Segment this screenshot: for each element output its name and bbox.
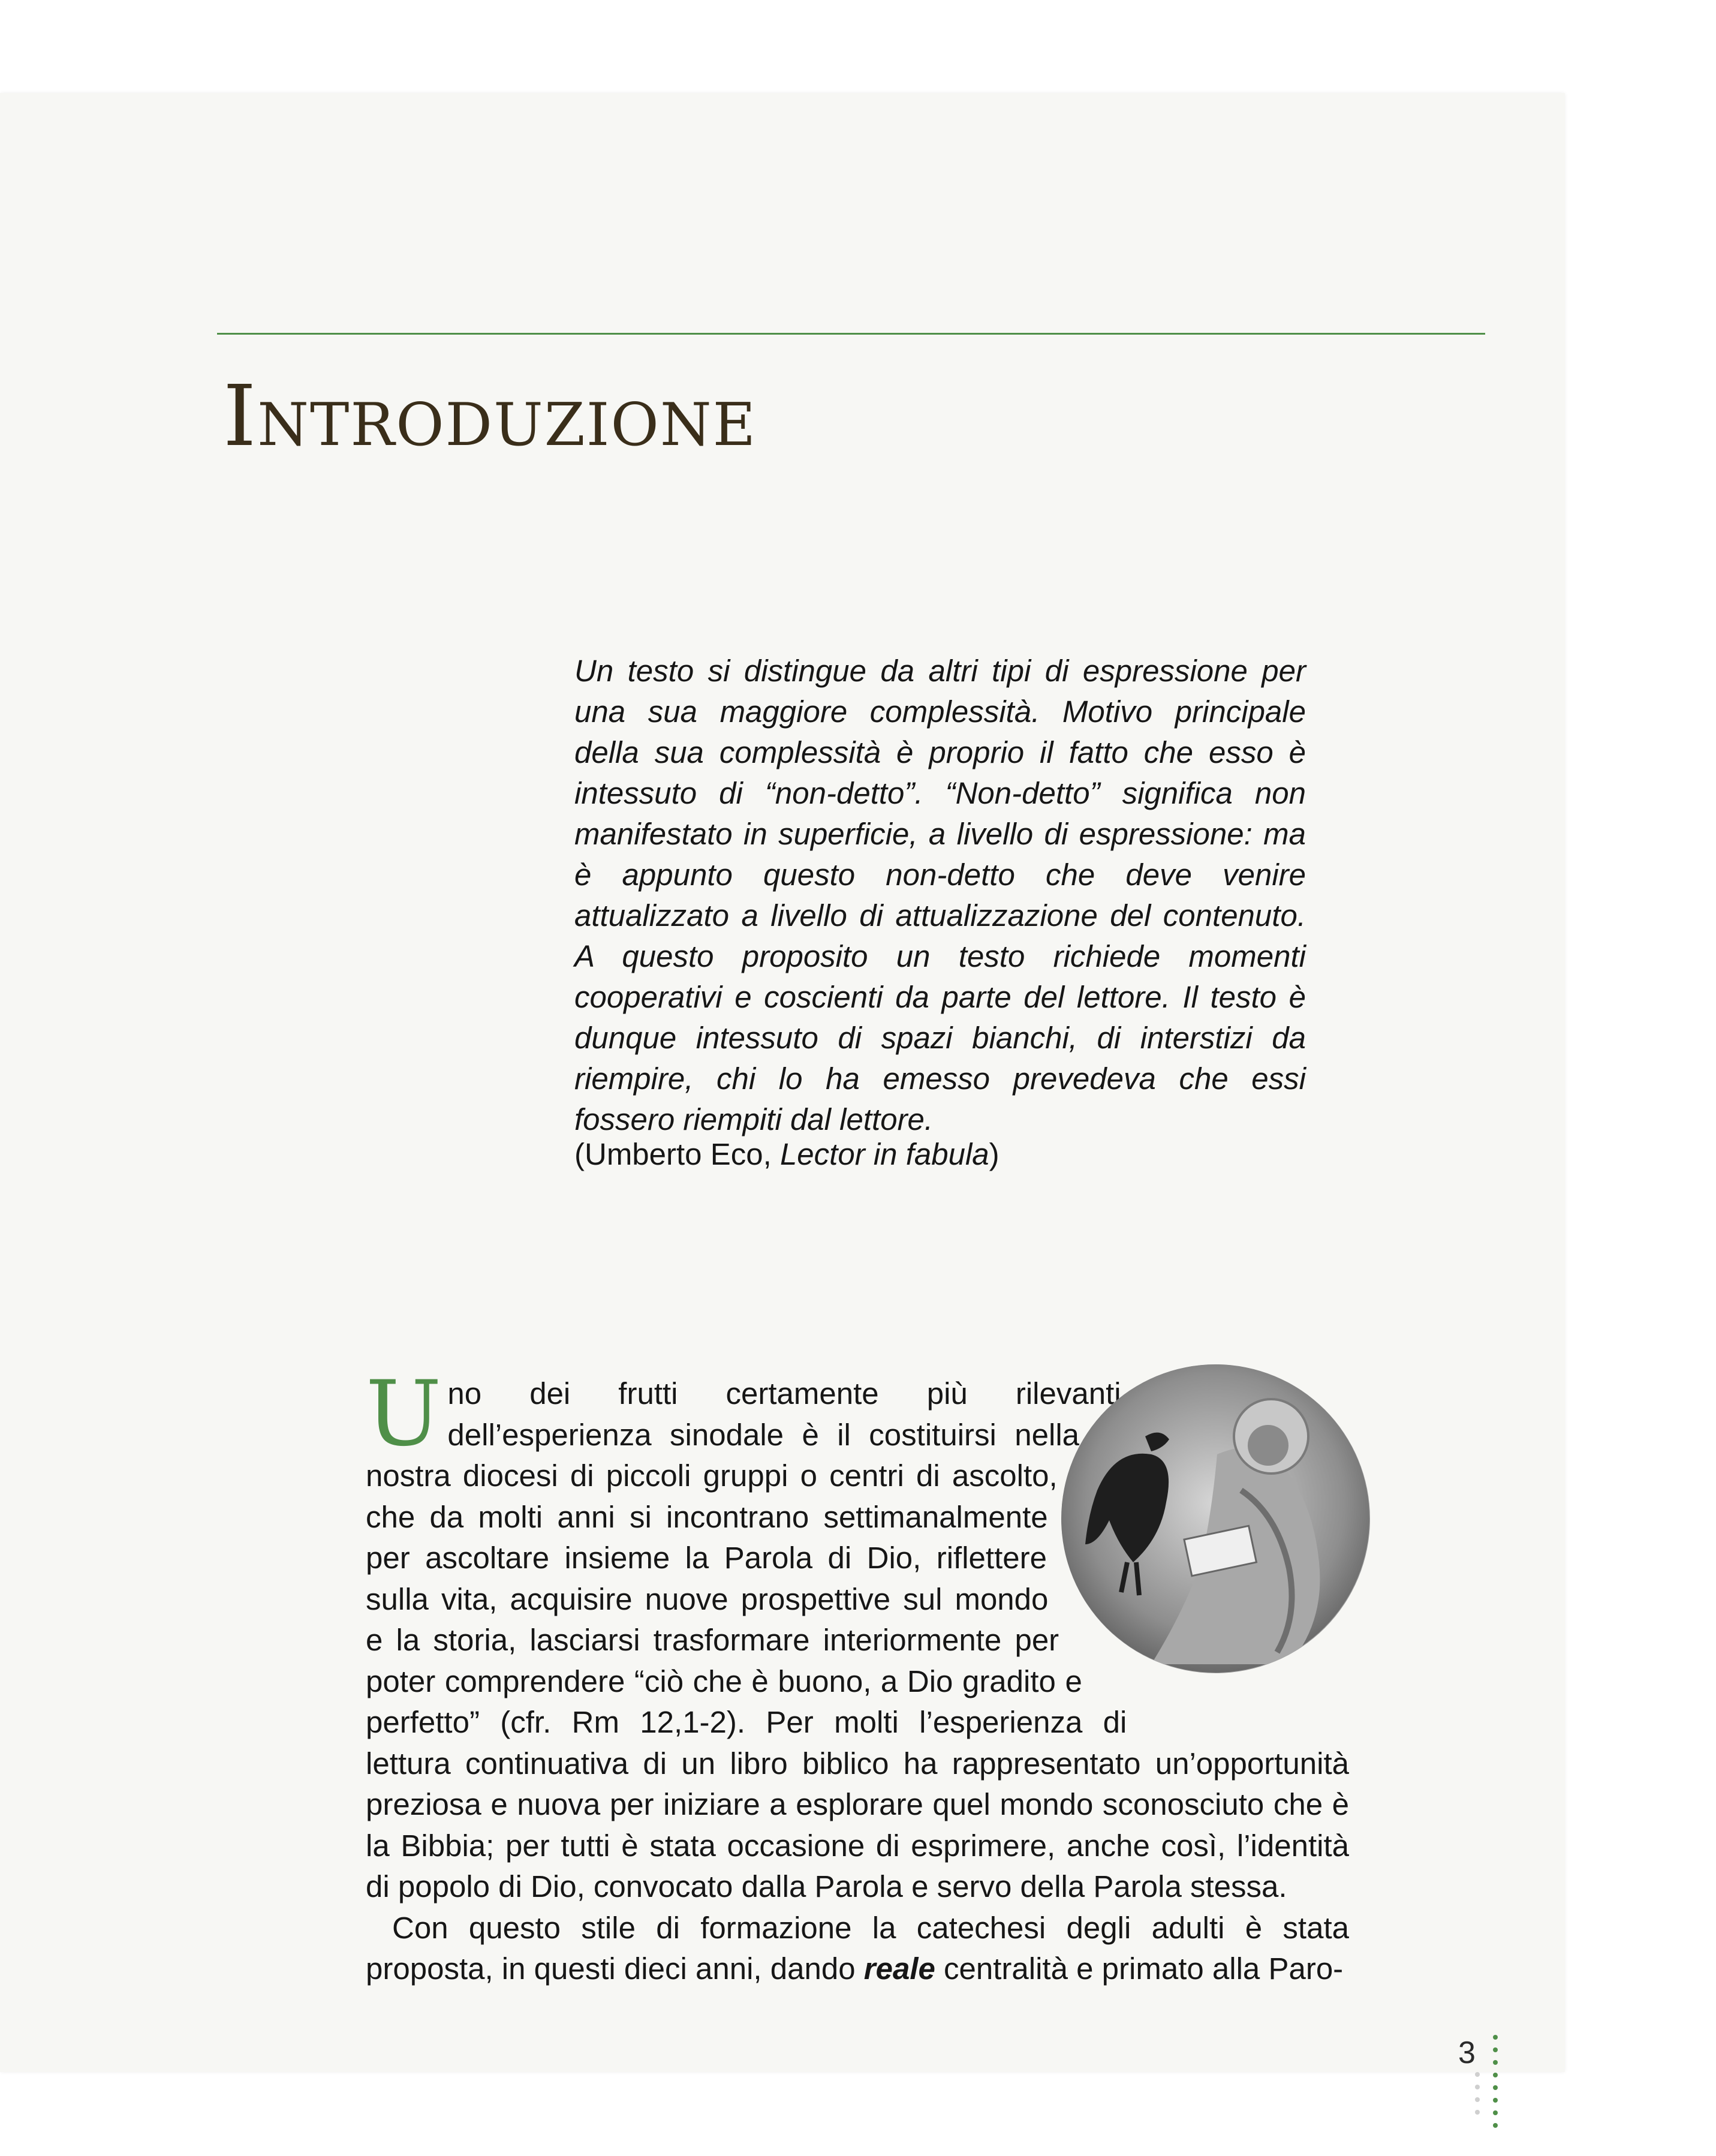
quote-source-prefix: (Umberto Eco,	[574, 1137, 780, 1171]
page-sheet	[0, 93, 1565, 2072]
decorative-gray-dots	[1475, 2072, 1480, 2122]
page-title: Introduzione	[223, 368, 757, 465]
dot-icon	[1493, 2035, 1498, 2040]
dot-icon	[1493, 2073, 1498, 2077]
dot-icon	[1475, 2110, 1480, 2115]
dot-icon	[1475, 2072, 1480, 2077]
page-number-dots	[1493, 2035, 1498, 2136]
dot-icon	[1493, 2098, 1498, 2103]
dot-icon	[1493, 2123, 1498, 2128]
dot-icon	[1493, 2085, 1498, 2090]
dot-icon	[1475, 2085, 1480, 2089]
paragraph-2-end: centralità e primato alla Paro-	[935, 1951, 1344, 1986]
page-number: 3	[1458, 2035, 1476, 2070]
dot-icon	[1493, 2047, 1498, 2052]
paragraph-2	[366, 1908, 1349, 1990]
quote-attribution	[574, 1136, 1000, 1172]
paragraph-2-emphasis: reale	[863, 1951, 935, 1986]
dot-icon	[1493, 2060, 1498, 2065]
evangelist-eagle-medallion-icon	[1061, 1364, 1370, 1673]
epigraph-quote: Un testo si distingue da altri tipi di espressione per una sua maggiore complessità. Motivo principale della sua complessità è proprio il fatto che esso è intessuto di “non-detto”. “Non-detto” significa non manifestato in superficie, a livello di espressione: ma è appunto questo non-detto che deve venire attualizzato a livello di attualizzazione del contenuto. A questo proposito un testo richiede momenti cooperativi e coscienti da parte del lettore. Il testo è dunque intessuto di spazi bianchi, di interstizi da riempire, chi lo ha emesso prevedeva che essi fossero riempiti dal lettore.	[574, 654, 1306, 1136]
dot-icon	[1493, 2110, 1498, 2115]
header-rule	[217, 333, 1485, 335]
paragraph-2-start: Con questo stile di formazione la catechesi degli adulti è stata proposta, in questi dieci anni, dando	[366, 1910, 1349, 1986]
paragraph-1-text: no dei frutti certamente più rilevanti dell’esperienza sinodale è il costituirsi nella nostra diocesi di piccoli gruppi o centri di ascolto, che da molti anni si incontrano settimanalmente per ascoltare insieme la Parola di Dio, riflettere sulla vita, acquisire nuove prospettive sul mondo e la storia, lasciarsi trasformare interiormente per poter comprendere “ciò che è buono, a Dio gradito e perfetto” (cfr. Rm 12,1-2). Per molti l’esperienza di lettura continuativa di un libro biblico ha rappresentato un’opportunità preziosa e nuova per iniziare a esplorare quel mondo sconosciuto che è la Bibbia; per tutti è stata occasione di esprimere, anche così, l’identità di popolo di Dio, convocato dalla Parola e servo della Parola stessa.	[366, 1376, 1349, 1904]
quote-source-suffix: )	[989, 1137, 1000, 1171]
dot-icon	[1475, 2097, 1480, 2102]
quote-source-title: Lector in fabula	[779, 1137, 989, 1171]
drop-cap: U	[366, 1362, 442, 1466]
